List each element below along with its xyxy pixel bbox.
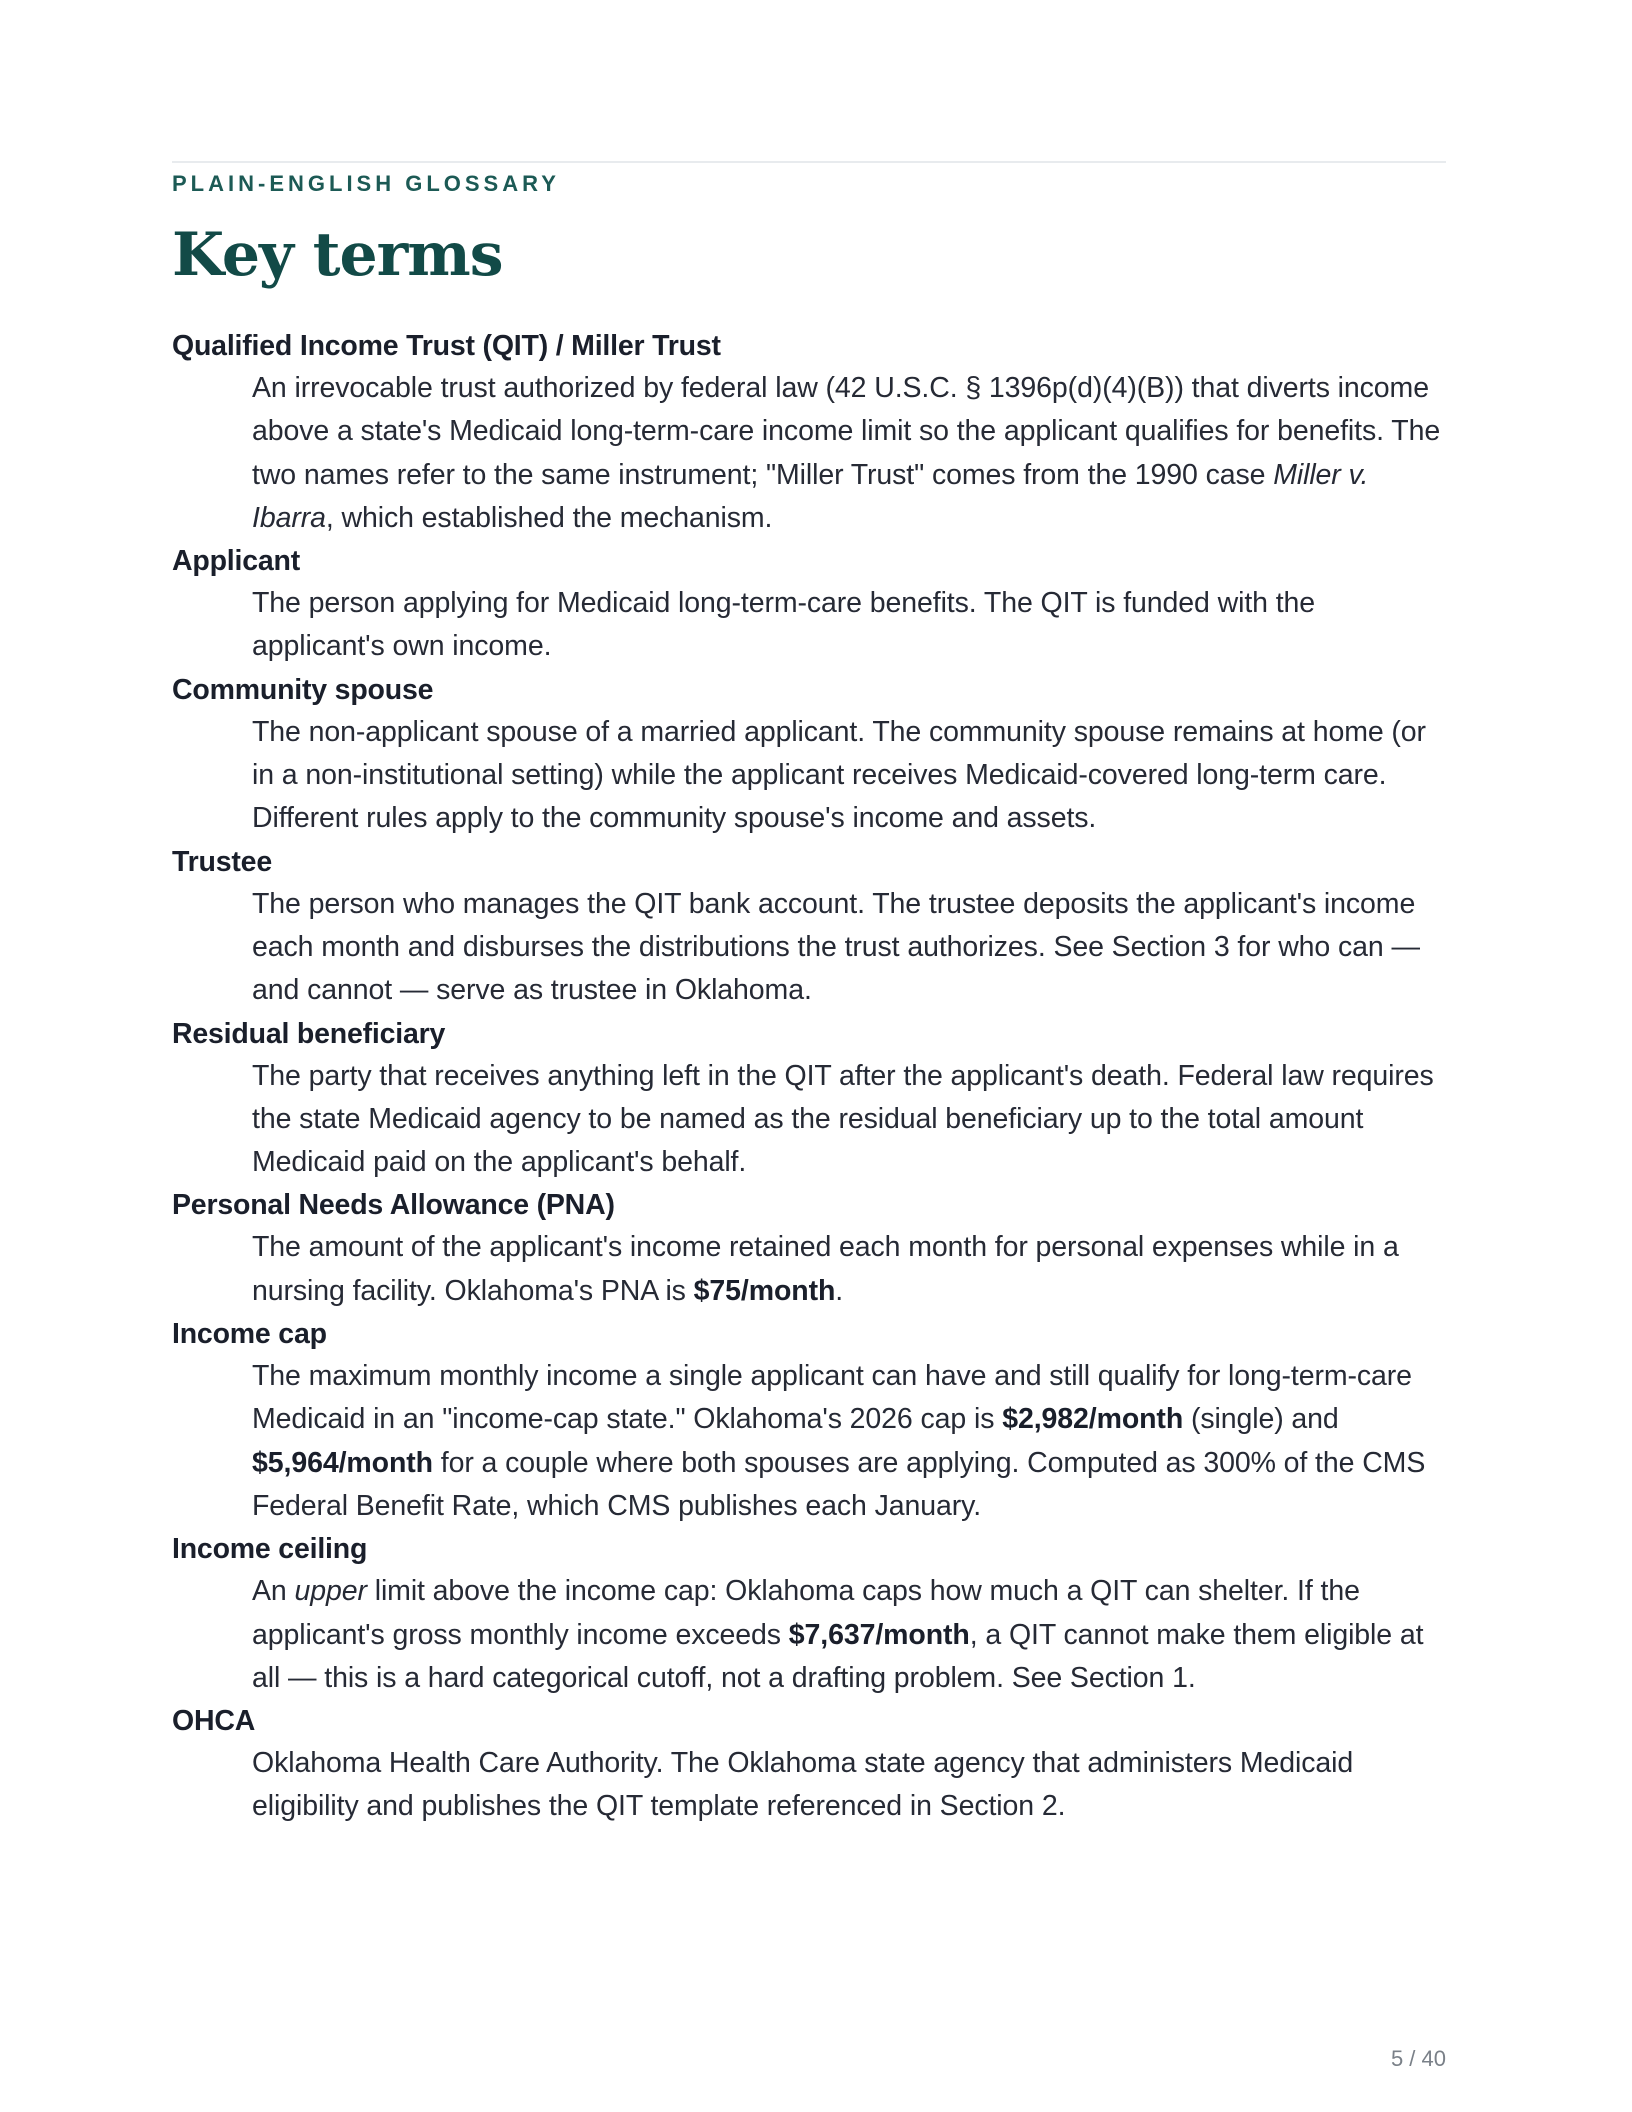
page-title: Key terms xyxy=(172,220,503,290)
section-eyebrow: PLAIN-ENGLISH GLOSSARY xyxy=(172,171,560,196)
definition-text: for a couple where both spouses are applying. Computed as 300% of the CMS Federal Benefit Rate, which CMS publishes each January. xyxy=(252,1446,1426,1522)
glossary-definition xyxy=(252,1742,1446,1829)
glossary-term: Personal Needs Allowance (PNA) xyxy=(172,1189,615,1222)
top-divider xyxy=(172,161,1446,163)
glossary-term: Community spouse xyxy=(172,673,434,706)
definition-text: (single) and xyxy=(1183,1403,1339,1436)
definition-text: The non-applicant spouse of a married applicant. The community spouse remains at home (or in a non-institutional setting) while the applicant receives Medicaid-covered long-term care. Different rules apply to the community spouse's income and assets. xyxy=(252,715,1426,835)
glossary-term: Applicant xyxy=(172,545,301,578)
glossary-term: Income ceiling xyxy=(172,1533,368,1566)
definition-text: The person applying for Medicaid long-term-care benefits. The QIT is funded with the applicant's own income. xyxy=(252,587,1316,663)
glossary-definition xyxy=(252,883,1446,1013)
glossary-term: OHCA xyxy=(172,1705,256,1738)
glossary-list xyxy=(172,325,1446,1829)
glossary-term: Residual beneficiary xyxy=(172,1017,446,1050)
glossary-term: Income cap xyxy=(172,1318,327,1351)
emphasized-value: $2,982/month xyxy=(1002,1403,1184,1436)
glossary-definition xyxy=(252,367,1446,540)
emphasized-value: $7,637/month xyxy=(788,1618,970,1651)
definition-text: The amount of the applicant's income retained each month for personal expenses while in a nursing facility. Oklahoma's PNA is xyxy=(252,1231,1399,1307)
glossary-definition xyxy=(252,582,1446,669)
definition-text: , which established the mechanism. xyxy=(325,501,773,534)
glossary-term: Qualified Income Trust (QIT) / Miller Trust xyxy=(172,330,721,362)
glossary-definition xyxy=(252,711,1446,841)
definition-text: An xyxy=(252,1575,295,1608)
glossary-definition xyxy=(252,1355,1446,1528)
definition-text: . xyxy=(835,1274,844,1307)
emphasized-value: $5,964/month xyxy=(252,1446,433,1479)
glossary-definition xyxy=(252,1055,1446,1185)
definition-text: , a QIT cannot make them eligible at all — this is a hard categorical cutoff, not a drafting problem. See Section 1. xyxy=(252,1618,1424,1694)
definition-text: The party that receives anything left in the QIT after the applicant's death. Federal law requires the state Medicaid agency to be named as the residual beneficiary up to the total amount Medicaid paid on the applicant's behalf. xyxy=(252,1059,1434,1179)
page-number: 5 / 40 xyxy=(1390,2046,1446,2071)
glossary-term: Trustee xyxy=(172,845,272,878)
italic-text: upper xyxy=(294,1575,367,1608)
glossary-definition xyxy=(252,1570,1446,1700)
definition-text: limit above the income cap: Oklahoma caps how much a QIT can shelter. If the applicant's gross monthly income exceeds xyxy=(252,1575,1360,1651)
definition-text: Oklahoma Health Care Authority. The Oklahoma state agency that administers Medicaid eligibility and publishes the QIT template referenced in Section 2. xyxy=(252,1747,1354,1823)
italic-text: Miller v. Ibarra xyxy=(252,458,1369,534)
document-page xyxy=(172,161,1446,1845)
emphasized-value: $75/month xyxy=(693,1274,836,1307)
glossary-definition xyxy=(252,1226,1446,1313)
definition-text: The person who manages the QIT bank account. The trustee deposits the applicant's income each month and disburses the distributions the trust authorizes. See Section 3 for who can — and cannot — serve as trustee in Oklahoma. xyxy=(252,887,1420,1007)
definition-text: The maximum monthly income a single applicant can have and still qualify for long-term-care Medicaid in an "income-cap state." Oklahoma's 2026 cap is xyxy=(252,1360,1412,1436)
definition-text: An irrevocable trust authorized by federal law (42 U.S.C. § 1396p(d)(4)(B)) that diverts income above a state's Medicaid long-term-care income limit so the applicant qualifies for benefits. The two names refer to the same instrument; "Miller Trust" comes from the 1990 case xyxy=(252,372,1441,491)
